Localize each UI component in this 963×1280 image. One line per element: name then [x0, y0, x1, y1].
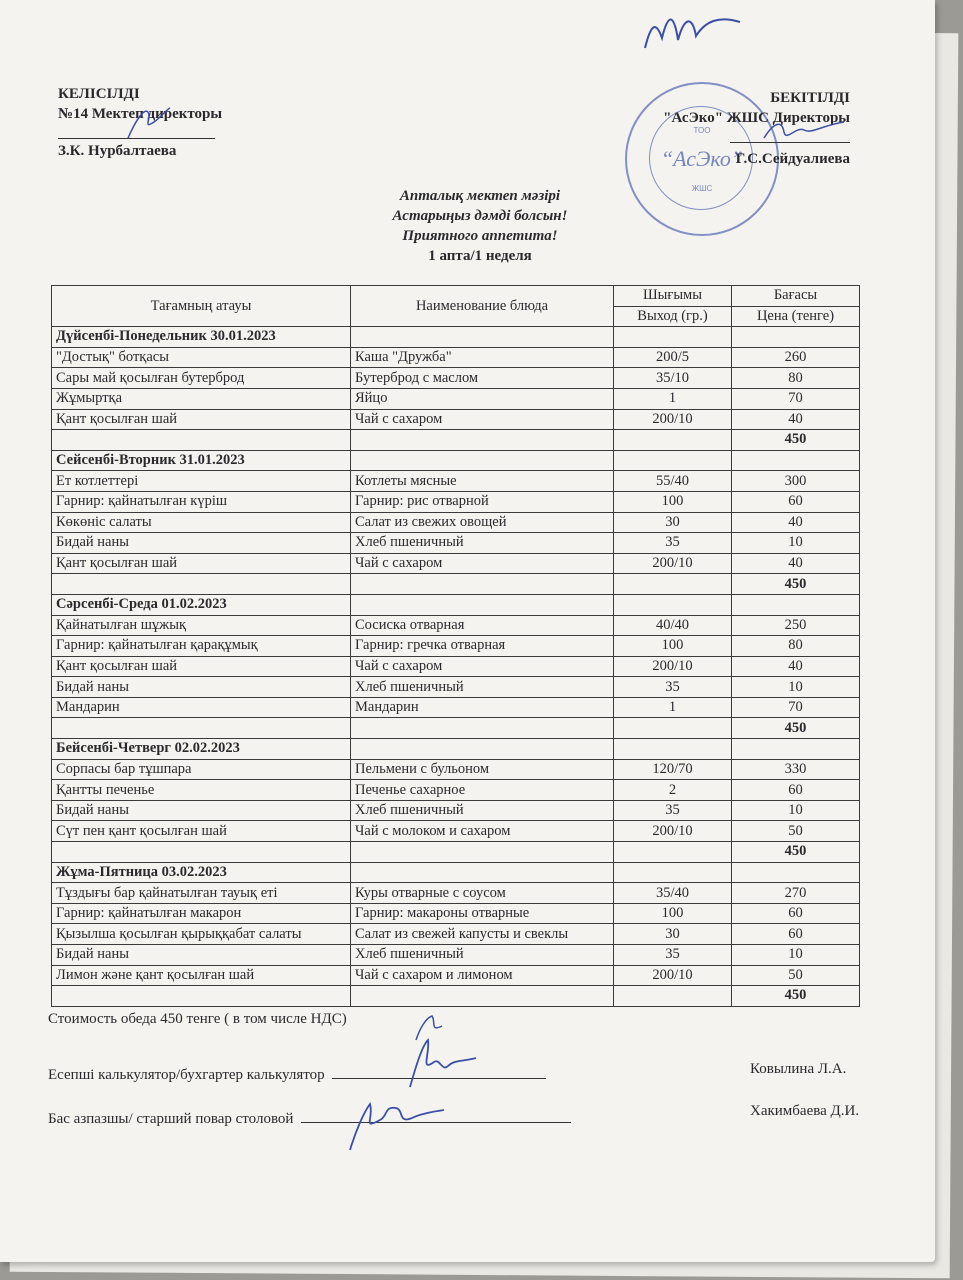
empty-cell: [351, 739, 614, 760]
dish-price: 70: [732, 697, 860, 718]
dish-output: 35/10: [614, 368, 732, 389]
dish-name-ru: Мандарин: [351, 697, 614, 718]
table-row: [52, 800, 860, 821]
dish-output: 100: [614, 636, 732, 657]
approval-left-heading: КЕЛІСІЛДІ: [58, 86, 140, 102]
dish-name-ru: Чай с молоком и сахаром: [351, 821, 614, 842]
dish-name-kz: Сүт пен қант қосылған шай: [52, 821, 351, 842]
cook-row: [48, 1110, 571, 1128]
dish-price: 330: [732, 759, 860, 780]
dish-name-kz: Мандарин: [52, 697, 351, 718]
header-output-ru: Выход (гр.): [614, 306, 732, 327]
day-total: 450: [732, 430, 860, 451]
approval-left-name: З.К. Нурбалтаева: [58, 143, 177, 159]
dish-name-kz: Қант қосылған шай: [52, 656, 351, 677]
dish-output: 1: [614, 388, 732, 409]
dish-name-kz: Бидай наны: [52, 677, 351, 698]
empty-cell: [52, 430, 351, 451]
dish-output: 55/40: [614, 471, 732, 492]
approval-left-position: №14 Мектеп директоры: [58, 106, 223, 122]
day-label: Дүйсенбі-Понедельник 30.01.2023: [52, 327, 351, 348]
empty-cell: [614, 718, 732, 739]
calculator-name: Ковылина Л.А.: [750, 1061, 847, 1077]
dish-name-kz: Қайнатылған шұжық: [52, 615, 351, 636]
menu-title: [300, 186, 660, 266]
dish-name-ru: Чай с сахаром: [351, 553, 614, 574]
total-row: [52, 430, 860, 451]
table-row: [52, 636, 860, 657]
dish-name-ru: Пельмени с бульоном: [351, 759, 614, 780]
dish-output: 40/40: [614, 615, 732, 636]
day-total: 450: [732, 718, 860, 739]
empty-cell: [614, 574, 732, 595]
dish-name-kz: Қантты печенье: [52, 780, 351, 801]
empty-cell: [614, 450, 732, 471]
dish-output: 100: [614, 491, 732, 512]
dish-output: 120/70: [614, 759, 732, 780]
cook-name: Хакимбаева Д.И.: [750, 1103, 860, 1119]
table-row: [52, 821, 860, 842]
empty-cell: [732, 450, 860, 471]
title-line-1: Апталық мектеп мәзірі: [399, 188, 561, 204]
table-row: [52, 697, 860, 718]
dish-output: 35/40: [614, 883, 732, 904]
dish-name-ru: Хлеб пшеничный: [351, 533, 614, 554]
empty-cell: [351, 862, 614, 883]
table-row: [52, 471, 860, 492]
empty-cell: [732, 862, 860, 883]
dish-name-kz: Бидай наны: [52, 800, 351, 821]
table-row: [52, 759, 860, 780]
dish-output: 30: [614, 512, 732, 533]
signature-cook: [340, 1090, 450, 1160]
dish-name-ru: Печенье сахарное: [351, 780, 614, 801]
title-line-2: Астарыңыз дәмді болсын!: [392, 208, 568, 224]
dish-name-ru: Каша "Дружба": [351, 347, 614, 368]
empty-cell: [52, 718, 351, 739]
day-label: Сәрсенбі-Среда 01.02.2023: [52, 594, 351, 615]
table-header-row: [52, 286, 860, 307]
empty-cell: [614, 594, 732, 615]
dish-name-kz: "Достық" ботқасы: [52, 347, 351, 368]
table-row: [52, 656, 860, 677]
approval-right-heading: БЕКІТІЛДІ: [770, 90, 850, 106]
dish-name-kz: Сорпасы бар тұшпара: [52, 759, 351, 780]
header-name-ru: Наименование блюда: [351, 286, 614, 327]
dish-name-ru: Салат из свежей капусты и свеклы: [351, 924, 614, 945]
dish-name-ru: Хлеб пшеничный: [351, 945, 614, 966]
day-label: Жұма-Пятница 03.02.2023: [52, 862, 351, 883]
day-header-row: [52, 862, 860, 883]
stamp-line-top: ТОО: [693, 126, 711, 135]
total-row: [52, 986, 860, 1007]
dish-name-ru: Котлеты мясные: [351, 471, 614, 492]
empty-cell: [614, 739, 732, 760]
dish-output: 1: [614, 697, 732, 718]
table-row: [52, 388, 860, 409]
day-header-row: [52, 327, 860, 348]
stamp-logo-text: “АсЭко”: [660, 146, 744, 171]
dish-name-kz: Бидай наны: [52, 533, 351, 554]
dish-name-ru: Куры отварные с соусом: [351, 883, 614, 904]
dish-output: 200/10: [614, 409, 732, 430]
day-total: 450: [732, 574, 860, 595]
dish-name-ru: Бутерброд с маслом: [351, 368, 614, 389]
table-row: [52, 965, 860, 986]
empty-cell: [614, 430, 732, 451]
day-total: 450: [732, 986, 860, 1007]
dish-name-ru: Хлеб пшеничный: [351, 800, 614, 821]
empty-cell: [732, 327, 860, 348]
dish-price: 40: [732, 512, 860, 533]
dish-name-ru: Чай с сахаром: [351, 656, 614, 677]
table-row: [52, 945, 860, 966]
dish-name-kz: Қант қосылған шай: [52, 409, 351, 430]
table-row: [52, 533, 860, 554]
dish-price: 270: [732, 883, 860, 904]
table-row: [52, 553, 860, 574]
dish-price: 40: [732, 656, 860, 677]
dish-name-kz: Лимон және қант қосылған шай: [52, 965, 351, 986]
dish-name-kz: Ет котлеттері: [52, 471, 351, 492]
approval-right-position: "АсЭко" ЖШС Директоры: [663, 110, 850, 126]
dish-price: 70: [732, 388, 860, 409]
dish-name-kz: Тұздығы бар қайнатылған тауық еті: [52, 883, 351, 904]
table-row: [52, 677, 860, 698]
approval-right-name: Г.С.Сейдуалиева: [735, 151, 850, 167]
signature-calculator: [390, 1032, 480, 1092]
header-price-ru: Цена (тенге): [732, 306, 860, 327]
dish-price: 250: [732, 615, 860, 636]
dish-name-kz: Қант қосылған шай: [52, 553, 351, 574]
empty-cell: [351, 842, 614, 863]
empty-cell: [351, 327, 614, 348]
empty-cell: [614, 862, 732, 883]
table-row: [52, 368, 860, 389]
total-row: [52, 718, 860, 739]
table-row: [52, 883, 860, 904]
dish-name-kz: Қызылша қосылған қырыққабат салаты: [52, 924, 351, 945]
dish-output: 200/10: [614, 656, 732, 677]
dish-output: 100: [614, 903, 732, 924]
signature-director-company: [760, 112, 850, 152]
dish-output: 35: [614, 533, 732, 554]
empty-cell: [351, 986, 614, 1007]
dish-price: 60: [732, 903, 860, 924]
stamp-line-bottom: ЖШС: [691, 184, 713, 193]
day-label: Бейсенбі-Четверг 02.02.2023: [52, 739, 351, 760]
dish-name-kz: Гарнир: қайнатылған күріш: [52, 491, 351, 512]
menu-table-body: [52, 327, 860, 1007]
dish-price: 60: [732, 491, 860, 512]
table-row: [52, 512, 860, 533]
title-line-3: Приятного аппетита!: [402, 228, 558, 244]
dish-name-ru: Яйцо: [351, 388, 614, 409]
header-name-kz: Тағамның атауы: [52, 286, 351, 327]
title-week: 1 апта/1 неделя: [428, 248, 532, 264]
empty-cell: [351, 718, 614, 739]
dish-output: 35: [614, 800, 732, 821]
dish-output: 30: [614, 924, 732, 945]
dish-name-kz: Гарнир: қайнатылған қарақұмық: [52, 636, 351, 657]
empty-cell: [614, 842, 732, 863]
menu-table: [51, 285, 860, 1007]
dish-name-ru: Сосиска отварная: [351, 615, 614, 636]
dish-output: 200/10: [614, 821, 732, 842]
table-row: [52, 347, 860, 368]
dish-price: 50: [732, 965, 860, 986]
empty-cell: [732, 739, 860, 760]
empty-cell: [614, 986, 732, 1007]
cost-note: Стоимость обеда 450 тенге ( в том числе НДС): [48, 1011, 347, 1027]
dish-name-ru: Гарнир: гречка отварная: [351, 636, 614, 657]
dish-name-ru: Хлеб пшеничный: [351, 677, 614, 698]
dish-price: 80: [732, 368, 860, 389]
dish-output: 200/10: [614, 965, 732, 986]
dish-name-kz: Көкөніс салаты: [52, 512, 351, 533]
table-row: [52, 409, 860, 430]
dish-price: 10: [732, 677, 860, 698]
dish-name-kz: Бидай наны: [52, 945, 351, 966]
empty-cell: [52, 842, 351, 863]
day-header-row: [52, 594, 860, 615]
handwritten-mark: [640, 8, 750, 53]
day-header-row: [52, 739, 860, 760]
dish-output: 2: [614, 780, 732, 801]
header-price-kz: Бағасы: [732, 286, 860, 307]
dish-price: 10: [732, 945, 860, 966]
total-row: [52, 574, 860, 595]
dish-price: 300: [732, 471, 860, 492]
empty-cell: [52, 574, 351, 595]
empty-cell: [351, 430, 614, 451]
dish-name-ru: Чай с сахаром: [351, 409, 614, 430]
empty-cell: [351, 594, 614, 615]
dish-output: 200/10: [614, 553, 732, 574]
dish-output: 35: [614, 677, 732, 698]
total-row: [52, 842, 860, 863]
dish-price: 60: [732, 924, 860, 945]
signature-director-school: [118, 100, 178, 145]
dish-price: 40: [732, 409, 860, 430]
table-row: [52, 491, 860, 512]
dish-name-ru: Чай с сахаром и лимоном: [351, 965, 614, 986]
dish-name-kz: Гарнир: қайнатылған макарон: [52, 903, 351, 924]
dish-output: 200/5: [614, 347, 732, 368]
empty-cell: [614, 327, 732, 348]
dish-name-ru: Гарнир: макароны отварные: [351, 903, 614, 924]
dish-price: 40: [732, 553, 860, 574]
empty-cell: [351, 574, 614, 595]
table-row: [52, 924, 860, 945]
header-output-kz: Шығымы: [614, 286, 732, 307]
dish-price: 10: [732, 800, 860, 821]
dish-price: 260: [732, 347, 860, 368]
day-header-row: [52, 450, 860, 471]
dish-price: 50: [732, 821, 860, 842]
table-row: [52, 903, 860, 924]
cook-label: Бас азпазшы/ старший повар столовой: [48, 1111, 294, 1127]
empty-cell: [732, 594, 860, 615]
dish-price: 10: [732, 533, 860, 554]
table-row: [52, 615, 860, 636]
empty-cell: [52, 986, 351, 1007]
dish-price: 80: [732, 636, 860, 657]
day-label: Сейсенбі-Вторник 31.01.2023: [52, 450, 351, 471]
dish-name-ru: Гарнир: рис отварной: [351, 491, 614, 512]
dish-price: 60: [732, 780, 860, 801]
dish-output: 35: [614, 945, 732, 966]
dish-name-ru: Салат из свежих овощей: [351, 512, 614, 533]
table-row: [52, 780, 860, 801]
dish-name-kz: Жұмыртқа: [52, 388, 351, 409]
empty-cell: [351, 450, 614, 471]
dish-name-kz: Сары май қосылған бутерброд: [52, 368, 351, 389]
calculator-label: Есепші калькулятор/бухгартер калькулятор: [48, 1067, 325, 1083]
day-total: 450: [732, 842, 860, 863]
